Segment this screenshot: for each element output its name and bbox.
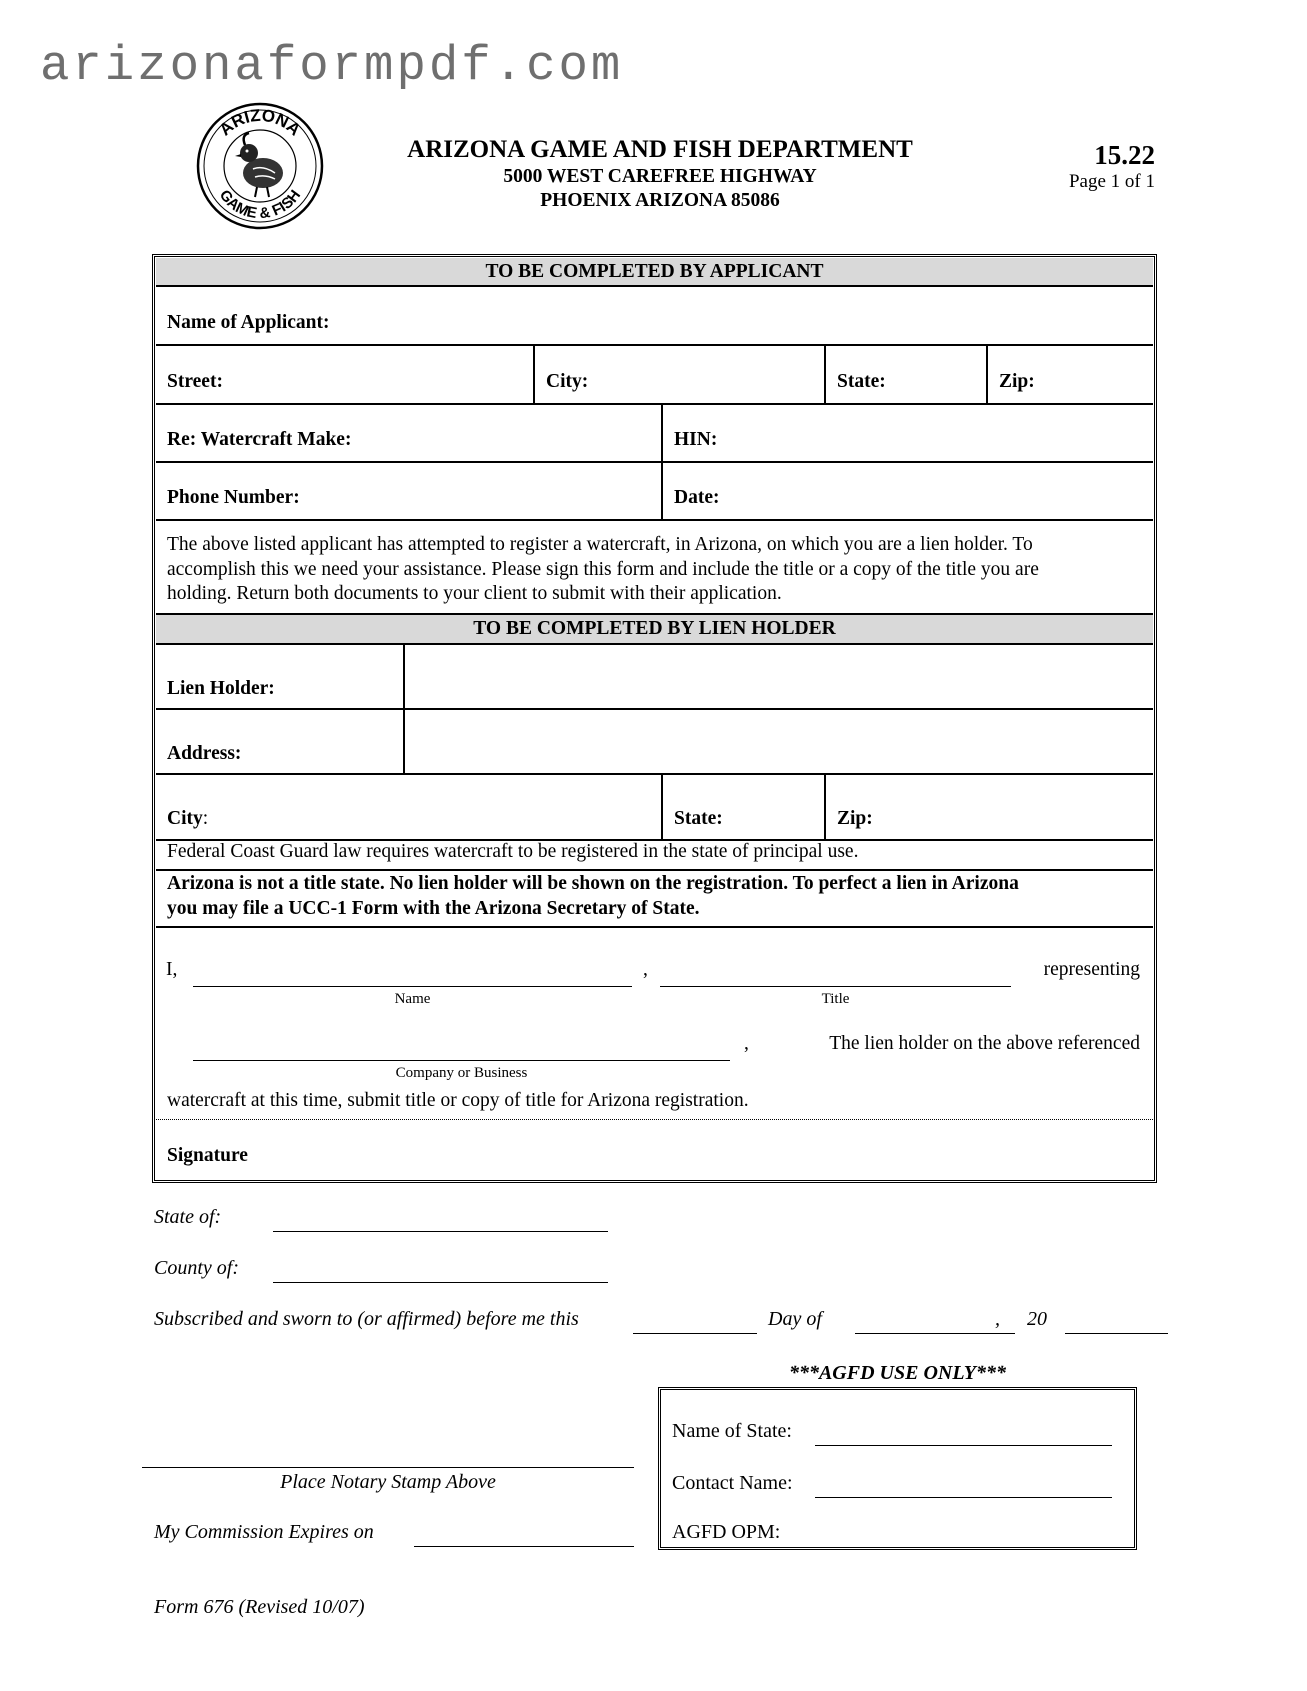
phone-number-label: Phone Number: [167, 487, 300, 508]
agfd-name-of-state-line [815, 1445, 1112, 1446]
day-line[interactable] [633, 1333, 757, 1334]
department-address-line1: 5000 WEST CAREFREE HIGHWAY [503, 166, 817, 187]
department-address-line2: PHOENIX ARIZONA 85086 [540, 190, 780, 211]
name-caption: Name [394, 991, 431, 1007]
watercraft-make-field[interactable] [380, 406, 655, 460]
commission-expires-line[interactable] [414, 1546, 634, 1547]
lien-holder-field[interactable] [407, 646, 1150, 706]
divider [156, 869, 1153, 871]
applicant-city-label: City: [546, 371, 589, 392]
hin-field[interactable] [725, 406, 1150, 460]
year-line[interactable] [1065, 1333, 1168, 1334]
agfd-use-only-title: ***AGFD USE ONLY*** [788, 1362, 1007, 1384]
divider [661, 773, 663, 839]
lien-holder-label: Lien Holder: [167, 678, 275, 699]
agfd-contact-name-label: Contact Name: [672, 1472, 793, 1494]
year-prefix: 20 [1027, 1308, 1047, 1330]
name-line[interactable] [193, 986, 632, 987]
applicant-state-field[interactable] [900, 347, 982, 402]
divider [156, 403, 1153, 405]
statement-lien-ref: The lien holder on the above referenced [829, 1033, 1140, 1054]
phone-number-field[interactable] [320, 464, 655, 518]
applicant-section-title: TO BE COMPLETED BY APPLICANT [156, 258, 1153, 286]
lien-address-label: Address: [167, 743, 242, 764]
signature-label: Signature [167, 1145, 248, 1166]
divider [156, 519, 1153, 521]
applicant-street-field[interactable] [240, 347, 530, 402]
statement-representing: representing [1043, 959, 1140, 980]
agfd-seal-logo [195, 101, 325, 231]
applicant-city-field[interactable] [600, 347, 820, 402]
county-of-line[interactable] [273, 1282, 608, 1283]
lien-zip-label: Zip: [837, 808, 873, 829]
divider [156, 926, 1153, 928]
company-caption: Company or Business [395, 1065, 528, 1081]
divider [156, 344, 1153, 346]
date-comma: , [995, 1308, 1000, 1330]
applicant-name-label: Name of Applicant: [167, 312, 330, 333]
agfd-contact-name-line [815, 1497, 1112, 1498]
lien-city-field[interactable] [230, 776, 655, 837]
divider [156, 461, 1153, 463]
statement-i: I, [166, 959, 178, 980]
applicant-state-label: State: [837, 371, 886, 392]
instructions-line1: The above listed applicant has attempted to register a watercraft, in Arizona, on which you are a lien holder. To [167, 534, 1033, 555]
divider [156, 643, 1153, 645]
lien-address-field[interactable] [407, 711, 1150, 772]
lien-zip-field[interactable] [885, 776, 1150, 837]
federal-coast-guard-notice: Federal Coast Guard law requires watercraft to be registered in the state of principal use. [167, 841, 859, 862]
form-number: 15.22 [1094, 140, 1155, 170]
title-caption: Title [821, 991, 850, 1007]
lien-state-field[interactable] [740, 776, 820, 837]
applicant-street-label: Street: [167, 371, 223, 392]
notary-stamp-caption: Place Notary Stamp Above [280, 1471, 496, 1493]
statement-end: watercraft at this time, submit title or copy of title for Arizona registration. [167, 1090, 749, 1111]
title-state-notice-line2: you may file a UCC-1 Form with the Arizona Secretary of State. [167, 898, 700, 919]
statement-comma: , [643, 959, 648, 980]
watermark-text: arizonaformpdf.com [40, 38, 624, 94]
divider [824, 773, 826, 839]
commission-expires-label: My Commission Expires on [154, 1521, 374, 1543]
lien-city-label: City: [167, 808, 209, 829]
page-indicator: Page 1 of 1 [1068, 171, 1155, 192]
date-field[interactable] [735, 464, 1150, 518]
signature-field[interactable] [270, 1122, 1150, 1178]
divider [986, 344, 988, 403]
divider [156, 773, 1153, 775]
hin-label: HIN: [674, 429, 718, 450]
svg-text:GAME & FISH: GAME & FISH [215, 186, 305, 223]
title-line[interactable] [660, 986, 1011, 987]
instructions-line2: accomplish this we need your assistance. Please sign this form and include the title or a copy of the title you are [167, 559, 1039, 580]
department-name: ARIZONA GAME AND FISH DEPARTMENT [407, 136, 913, 163]
applicant-zip-field[interactable] [1045, 347, 1150, 402]
company-line[interactable] [193, 1060, 730, 1061]
state-of-line[interactable] [273, 1231, 608, 1232]
watercraft-make-label: Re: Watercraft Make: [167, 429, 352, 450]
dotted-divider [156, 1119, 1153, 1120]
state-of-label: State of: [154, 1206, 222, 1228]
month-line[interactable] [855, 1333, 1015, 1334]
form-revision: Form 676 (Revised 10/07) [154, 1596, 365, 1618]
divider [533, 344, 535, 403]
applicant-name-field[interactable] [330, 288, 1150, 344]
county-of-label: County of: [154, 1257, 239, 1279]
agfd-opm-label: AGFD OPM: [672, 1521, 781, 1543]
lienholder-section-title: TO BE COMPLETED BY LIEN HOLDER [156, 615, 1153, 643]
subscribed-label: Subscribed and sworn to (or affirmed) before me this [154, 1308, 579, 1330]
divider [156, 708, 1153, 710]
date-label: Date: [674, 487, 720, 508]
svg-text:ARIZONA: ARIZONA [215, 105, 305, 140]
statement-comma2: , [744, 1033, 749, 1054]
day-of-label: Day of [768, 1308, 822, 1330]
divider [824, 344, 826, 403]
applicant-zip-label: Zip: [999, 371, 1035, 392]
lien-state-label: State: [674, 808, 723, 829]
divider [156, 285, 1153, 287]
instructions-line3: holding. Return both documents to your client to submit with their application. [167, 583, 782, 604]
agfd-name-of-state-label: Name of State: [672, 1420, 792, 1442]
notary-stamp-line [142, 1467, 634, 1468]
title-state-notice-line1: Arizona is not a title state. No lien holder will be shown on the registration. To perfect a lien in Arizona [167, 873, 1019, 894]
